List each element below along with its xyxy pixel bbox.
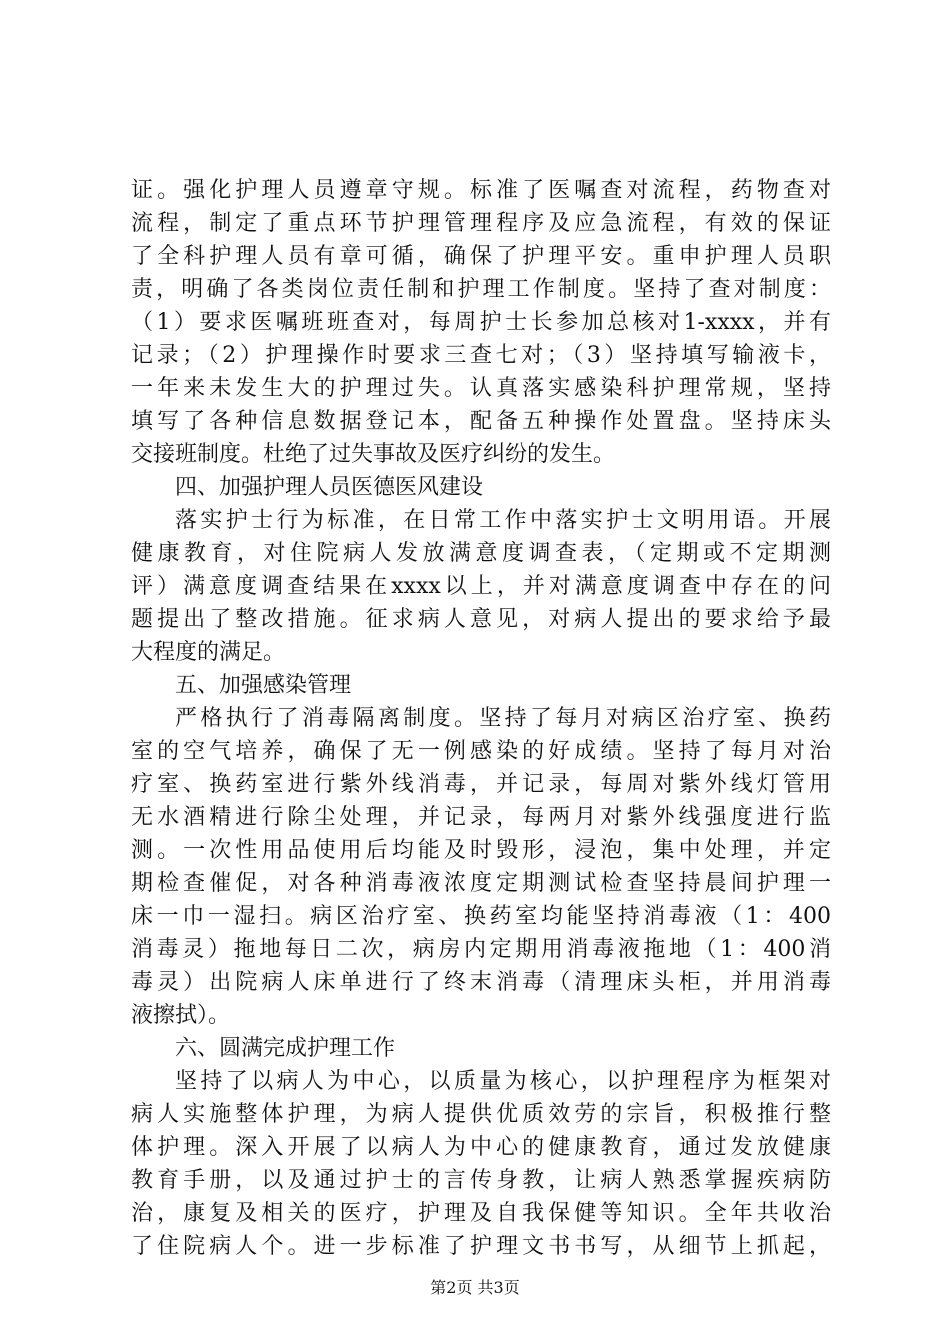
text-line: 病人实施整体护理，为病人提供优质效劳的宗旨，积极推行整: [131, 1102, 831, 1127]
text-line: 交接班制度。杜绝了过失事故及医疗纠纷的发生。: [131, 442, 616, 467]
text-line: 健康教育，对住院病人发放满意度调查表，（定期或不定期测: [131, 541, 831, 566]
text-line: 大程度的满足。: [131, 640, 286, 665]
text-line: 了全科护理人员有章可循，确保了护理平安。重申护理人员职: [131, 244, 831, 269]
text-line: 一年来未发生大的护理过失。认真落实感染科护理常规，坚持: [131, 376, 831, 401]
text-line: 疗室、换药室进行紫外线消毒，并记录，每周对紫外线灯管用: [131, 772, 831, 797]
text-line: 证。强化护理人员遵章守规。标准了医嘱查对流程，药物查对: [131, 178, 831, 203]
text-line: 体护理。深入开展了以病人为中心的健康教育，通过发放健康: [131, 1135, 831, 1160]
text-line: 了住院病人个。进一步标准了护理文书书写，从细节上抓起，: [131, 1234, 831, 1259]
text-line: 毒灵）出院病人床单进行了终末消毒（清理床头柜，并用消毒: [131, 970, 831, 995]
text-line: 无水酒精进行除尘处理，并记录，每两月对紫外线强度进行监: [131, 805, 831, 830]
text-line: 测。一次性用品使用后均能及时毁形，浸泡，集中处理，并定: [131, 838, 831, 863]
text-line: 流程，制定了重点环节护理管理程序及应急流程，有效的保证: [131, 211, 831, 236]
section-heading: 六、圆满完成护理工作: [175, 1036, 396, 1061]
text-line: 严格执行了消毒隔离制度。坚持了每月对病区治疗室、换药: [175, 706, 831, 731]
text-line: 治，康复及相关的医疗，护理及自我保健等知识。全年共收治: [131, 1201, 831, 1226]
text-line: 消毒灵）拖地每日二次，病房内定期用消毒液拖地（1：400消: [131, 937, 831, 962]
text-line: （1）要求医嘱班班查对，每周护士长参加总核对1-xxxx，并有: [131, 310, 831, 335]
section-heading: 五、加强感染管理: [175, 673, 352, 698]
text-line: 记录；（2）护理操作时要求三查七对；（3）坚持填写输液卡，: [131, 343, 831, 368]
text-line: 液擦拭）。: [131, 1003, 231, 1028]
text-line: 题提出了整改措施。征求病人意见，对病人提出的要求给予最: [131, 607, 831, 632]
section-heading: 四、加强护理人员医德医风建设: [175, 475, 484, 500]
text-line: 评）满意度调查结果在xxxx以上，并对满意度调查中存在的问: [131, 574, 831, 599]
text-line: 期检查催促，对各种消毒液浓度定期测试检查坚持晨间护理一: [131, 871, 831, 896]
text-line: 落实护士行为标准，在日常工作中落实护士文明用语。开展: [175, 508, 831, 533]
body-text: [131, 174, 831, 1263]
text-line: 教育手册，以及通过护士的言传身教，让病人熟悉掌握疾病防: [131, 1168, 831, 1193]
page-number-footer: 第2页 共3页: [430, 1278, 520, 1297]
text-line: 责，明确了各类岗位责任制和护理工作制度。坚持了查对制度：: [131, 277, 831, 302]
text-line: 坚持了以病人为中心，以质量为核心，以护理程序为框架对: [175, 1069, 831, 1094]
text-line: 填写了各种信息数据登记本，配备五种操作处置盘。坚持床头: [131, 409, 831, 434]
text-line: 床一巾一湿扫。病区治疗室、换药室均能坚持消毒液（1：400: [131, 904, 831, 929]
text-line: 室的空气培养，确保了无一例感染的好成绩。坚持了每月对治: [131, 739, 831, 764]
